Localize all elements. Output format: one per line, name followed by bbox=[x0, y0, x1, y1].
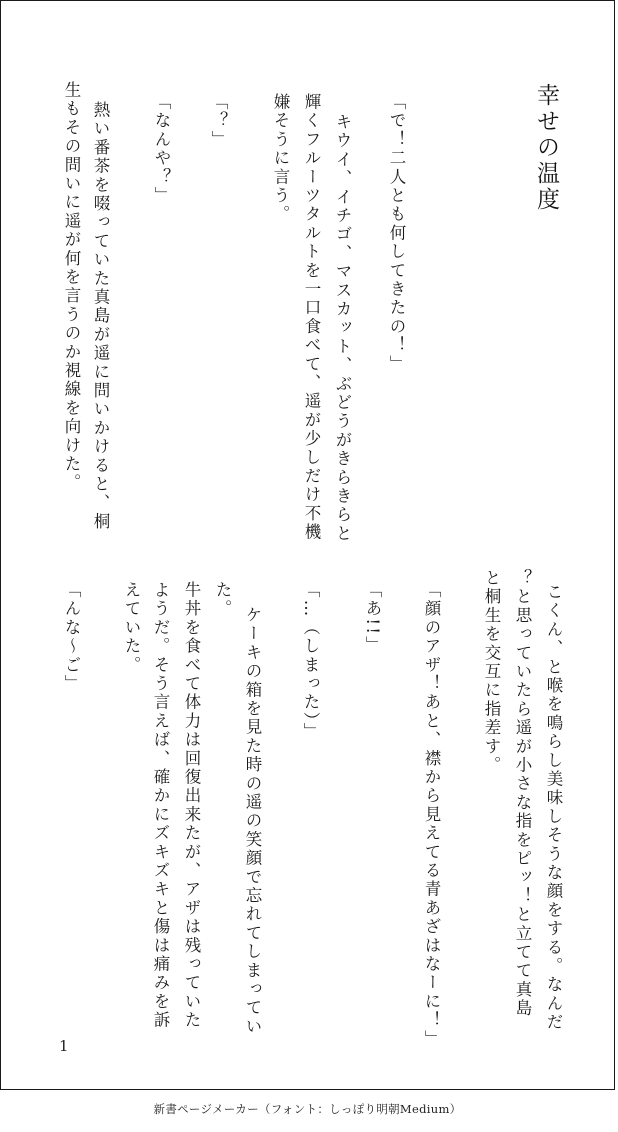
upper-column-11: 熱い番茶を啜っていた真島が遥に問いかけると、桐 bbox=[91, 101, 110, 532]
lower-column-13: 牛丼を食べて体力は回復出来たが、アザは残っていた bbox=[182, 581, 201, 1030]
lower-column-3: と桐生を交互に指差す。 bbox=[482, 569, 501, 775]
lower-column-12: た。 bbox=[213, 581, 232, 619]
page-number: 1 bbox=[59, 1037, 69, 1055]
upper-column-4: 輝くフルーツタルトを一口食べて、遥が少しだけ不機 bbox=[302, 93, 321, 542]
lower-column-14: ようだ。そう言えば、確かにズキズキと傷は痛みを訴 bbox=[151, 581, 170, 1030]
upper-column-3: キウイ、イチゴ、マスカット、ぶどうがきらきらと bbox=[333, 113, 352, 544]
upper-column-12: 生もその問いに遥が何を言うのか視線を向けた。 bbox=[62, 81, 81, 493]
lower-column-7: 「あ!!」 bbox=[363, 581, 382, 655]
lower-column-5: 「顔のアザ！あと、襟から見えてる青あざはなーに！」 bbox=[422, 581, 441, 1049]
lower-column-1: こくん、と喉を鳴らし美味しそうな顔をする。なんだ bbox=[544, 583, 563, 1032]
upper-column-9: 「なんや？」 bbox=[152, 93, 171, 206]
footer-credit: 新書ページメーカー（フォント：しっぽり明朝Medium） bbox=[153, 1102, 462, 1116]
lower-column-17: 「んな～ご」 bbox=[62, 581, 81, 694]
lower-column-11: ケーキの箱を見た時の遥の笑顔で忘れてしまってい bbox=[243, 606, 262, 1037]
upper-column-1: 「で！二人とも何してきたの！」 bbox=[387, 93, 406, 374]
upper-column-7: 「？」 bbox=[209, 93, 228, 150]
lower-column-15: えていた。 bbox=[122, 581, 141, 675]
lower-column-9: 「…（しまった）」 bbox=[301, 581, 320, 742]
upper-column-5: 嫌そうに言う。 bbox=[271, 93, 290, 224]
story-title: 幸せの温度 bbox=[533, 83, 559, 213]
lower-column-2: ？と思っていたら遥が小さな指をピッ！と立てて真島 bbox=[513, 569, 532, 1018]
